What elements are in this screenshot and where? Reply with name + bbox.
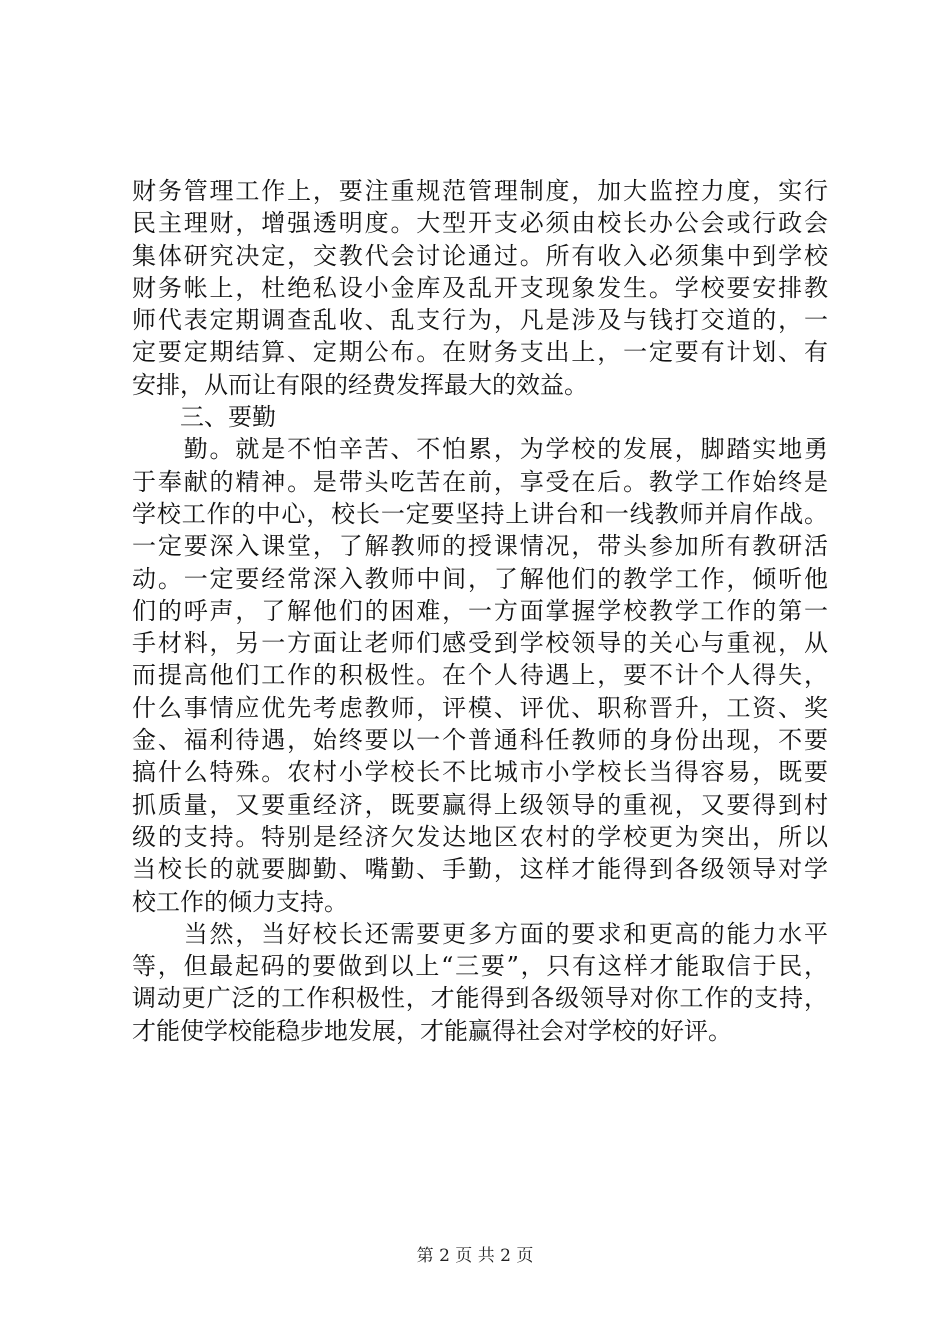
text-line: 而提高他们工作的积极性。在个人待遇上，要不计个人得失， <box>132 661 828 690</box>
text-line: 搞什么特殊。农村小学校长不比城市小学校长当得容易，既要 <box>132 758 828 787</box>
text-line: 民主理财，增强透明度。大型开支必须由校长办公会或行政会 <box>132 209 828 238</box>
text-line: 学校工作的中心，校长一定要坚持上讲台和一线教师并肩作战。 <box>132 499 828 528</box>
text-line: 一定要深入课堂，了解教师的授课情况，带头参加所有教研活 <box>132 532 828 561</box>
text-line: 什么事情应优先考虑教师，评模、评优、职称晋升，工资、奖 <box>132 693 828 722</box>
text-line: 师代表定期调查乱收、乱支行为，凡是涉及与钱打交道的，一 <box>132 306 828 335</box>
body-text <box>132 175 828 1047</box>
text-line: 当校长的就要脚勤、嘴勤、手勤，这样才能得到各级领导对学 <box>132 855 828 884</box>
text-line: 财务管理工作上，要注重规范管理制度，加大监控力度，实行 <box>132 177 828 205</box>
text-line: 调动更广泛的工作积极性，才能得到各级领导对你工作的支持， <box>132 984 828 1013</box>
text-line: 财务帐上，杜绝私设小金库及乱开支现象发生。学校要安排教 <box>132 273 828 302</box>
text-line: 级的支持。特别是经济欠发达地区农村的学校更为突出，所以 <box>132 822 828 851</box>
text-line: 于奉献的精神。是带头吃苦在前，享受在后。教学工作始终是 <box>132 467 828 496</box>
text-line: 动。一定要经常深入教师中间，了解他们的教学工作，倾听他 <box>132 564 828 593</box>
text-line: 当然，当好校长还需要更多方面的要求和更高的能力水平 <box>132 919 828 948</box>
text-line: 金、福利待遇，始终要以一个普通科任教师的身份出现，不要 <box>132 726 828 755</box>
page-number-footer: 第 2 页 共 2 页 <box>416 1246 534 1266</box>
text-line: 们的呼声，了解他们的困难，一方面掌握学校教学工作的第一 <box>132 596 828 625</box>
text-line: 勤。就是不怕辛苦、不怕累，为学校的发展，脚踏实地勇 <box>132 435 828 464</box>
section-heading: 三、要勤 <box>132 403 276 432</box>
text-line: 等，但最起码的要做到以上“三要”，只有这样才能取信于民， <box>132 952 828 981</box>
text-line: 安排，从而让有限的经费发挥最大的效益。 <box>132 370 588 399</box>
text-line: 才能使学校能稳步地发展，才能赢得社会对学校的好评。 <box>132 1016 732 1045</box>
text-line: 集体研究决定，交教代会讨论通过。所有收入必须集中到学校 <box>132 241 828 270</box>
text-line: 定要定期结算、定期公布。在财务支出上，一定要有计划、有 <box>132 338 828 367</box>
text-line: 校工作的倾力支持。 <box>132 887 348 916</box>
text-line: 抓质量，又要重经济，既要赢得上级领导的重视，又要得到村 <box>132 790 828 819</box>
text-line: 手材料，另一方面让老师们感受到学校领导的关心与重视，从 <box>132 629 828 658</box>
